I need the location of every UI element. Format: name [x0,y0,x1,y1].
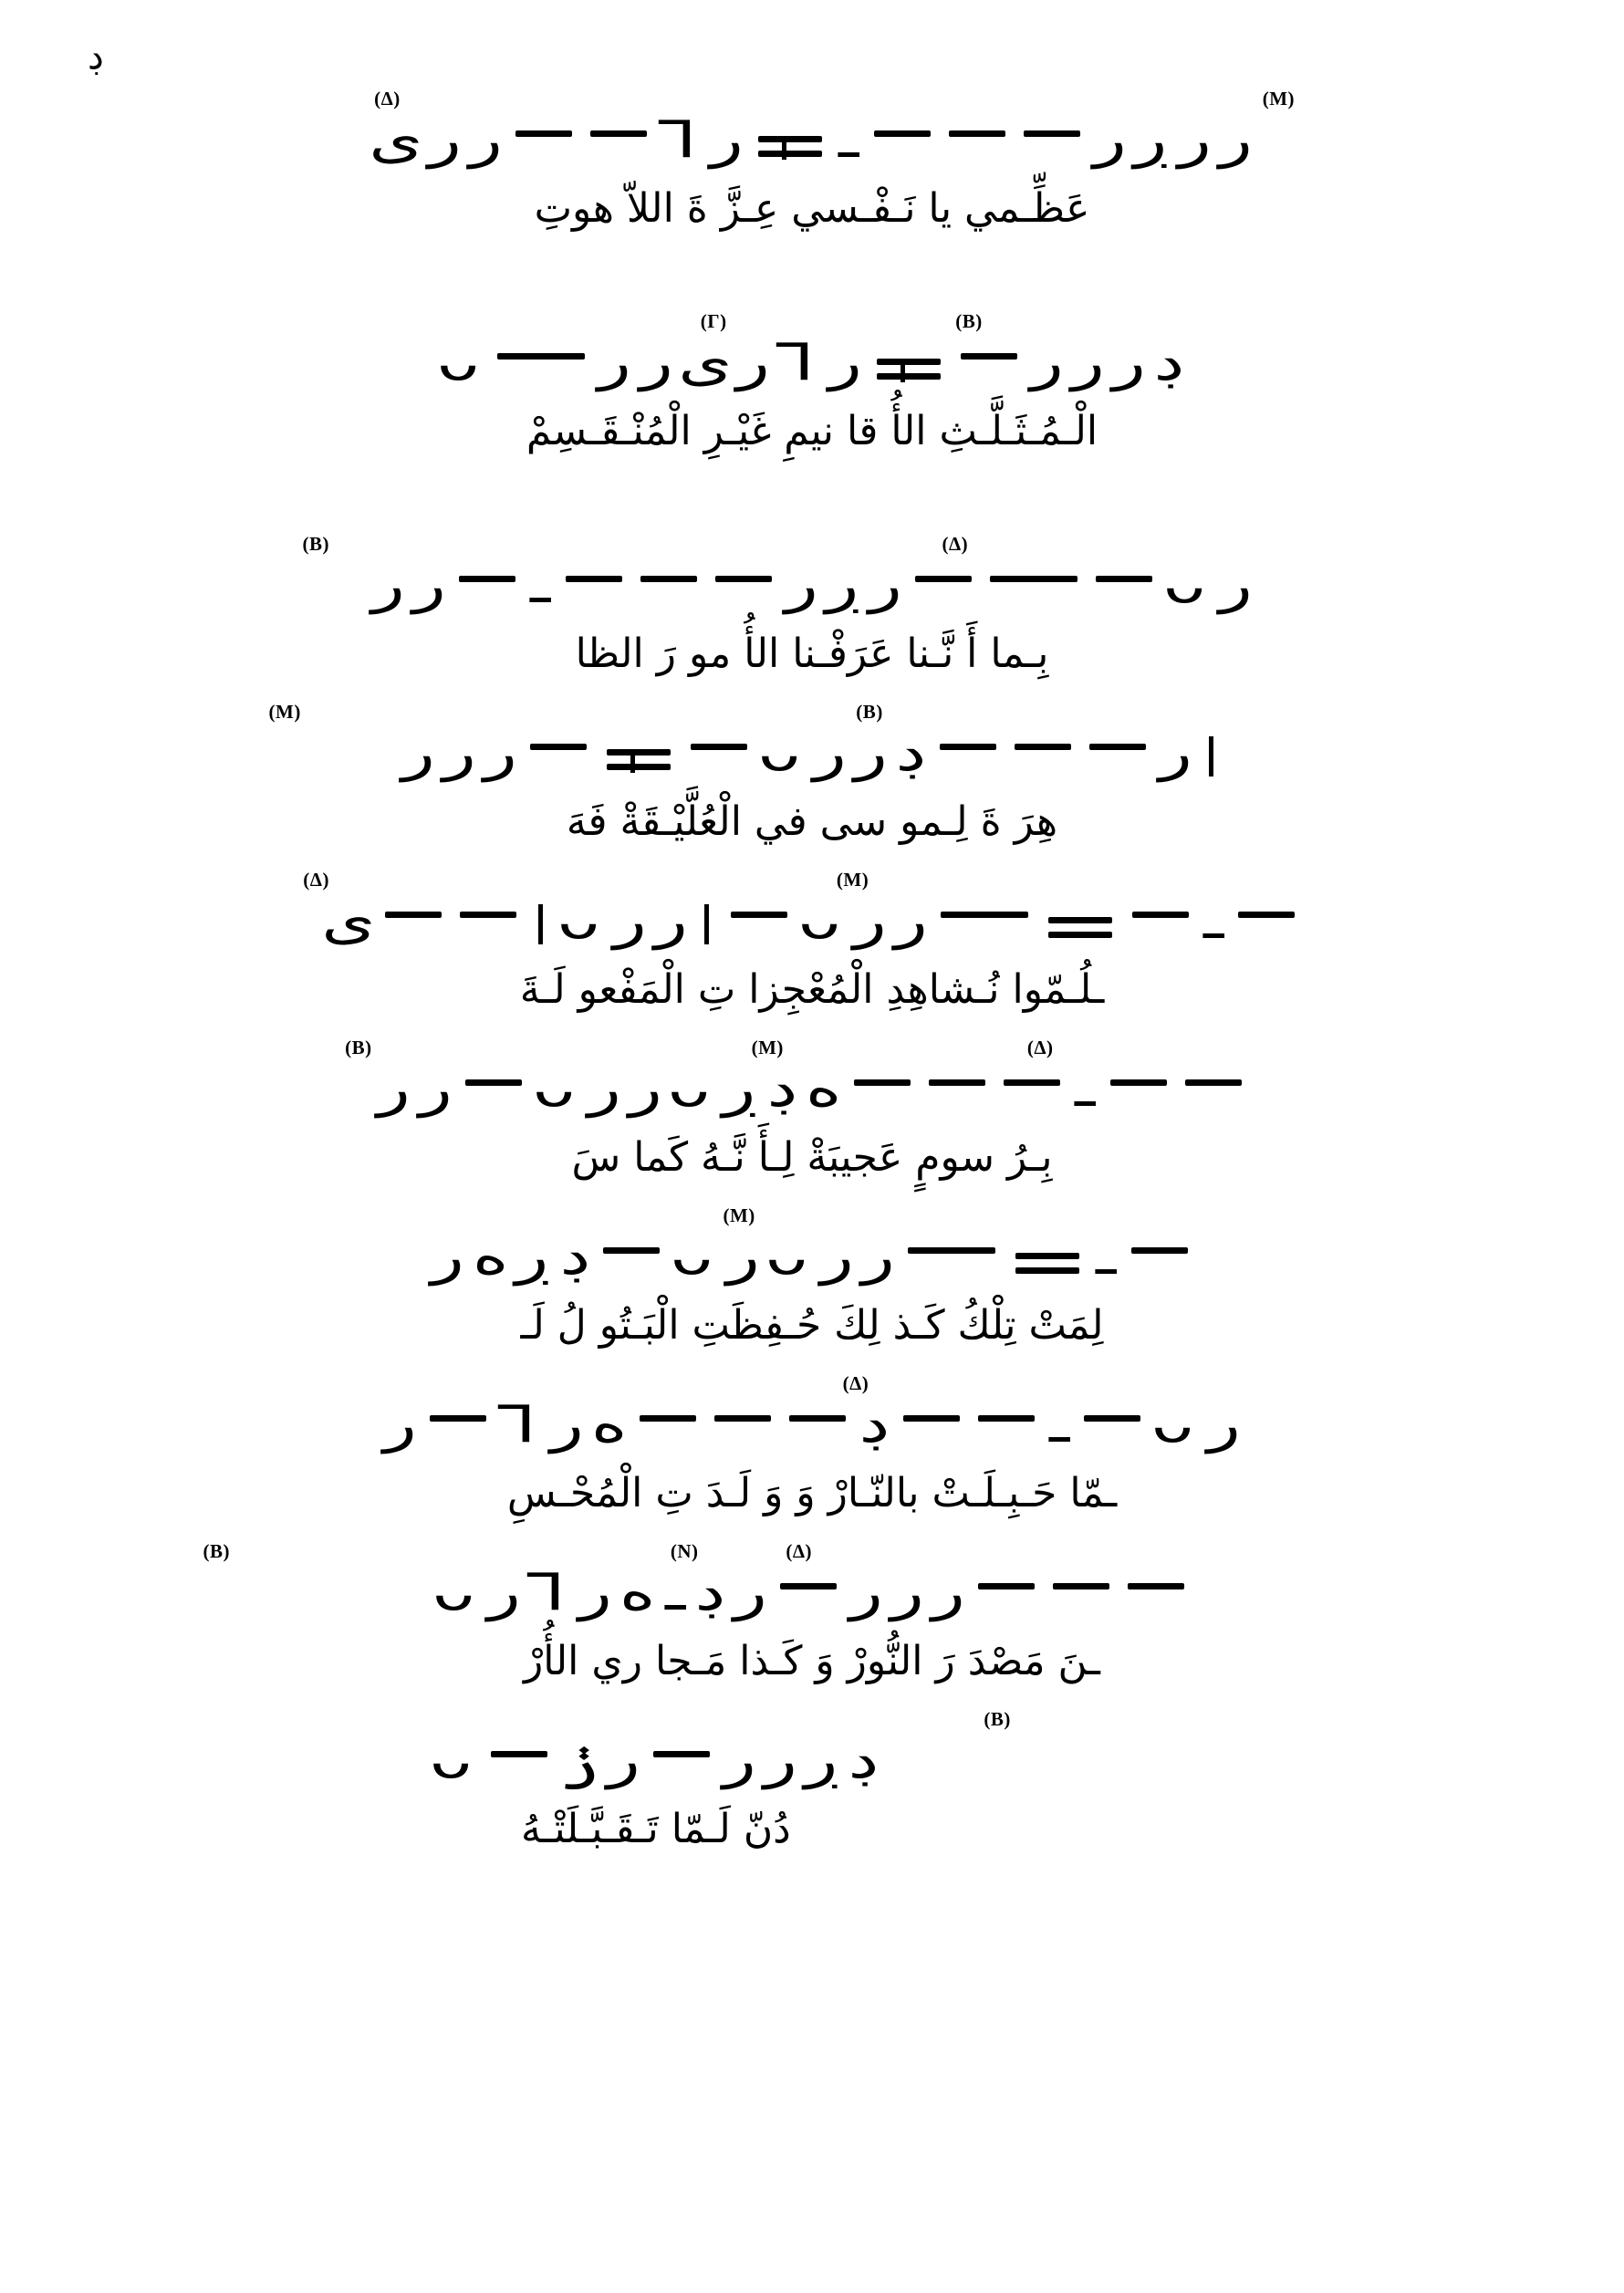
section-marker: (B) [984,1708,1011,1730]
section-marker: (Δ) [303,869,329,891]
music-system [102,1540,1522,1692]
marker-row [102,88,1522,115]
lyric-line: لِمَتْ تِلْكُ كَـذ لِكَ حُـفِظَتِ الْبَـتُو لُ لَـ [520,1302,1104,1349]
corner-neume-mark: ڊ [88,36,104,78]
notation-row: ـهڊڔᴗررᴗرر [102,1064,1522,1128]
section-marker: (M) [268,701,301,723]
section-marker: (Γ) [700,310,727,332]
music-system [102,1708,1522,1860]
music-system [102,1372,1522,1524]
music-system [102,310,1522,462]
music-systems-container [0,88,1624,1876]
music-system [102,88,1522,239]
section-marker: (B) [345,1037,372,1058]
section-marker: (Δ) [842,1372,869,1394]
section-marker: (B) [203,1540,231,1562]
notation-row: ـ ررᴗررᴗى [102,896,1522,960]
music-system [102,1037,1522,1188]
section-marker: (Δ) [786,1540,812,1562]
music-system [102,533,1522,684]
lyric-line: دُنّ لَـمّا تَـقَـبَّـلَتْـهُ [520,1806,791,1852]
section-marker: (B) [856,701,883,723]
notation-row: رڊررᴗ ررر [102,728,1522,792]
section-marker: (M) [751,1037,784,1058]
notation-row: ڊڔرررݫᴗ [430,1731,880,1790]
lyric-line: بِـرُ سومٍ عَجيبَةْ لِـأَ نَّـهُ كَما سَ [571,1134,1053,1181]
lyric-line: الْـمُـثَـلَّـثِ الأُ قا نيمِ غَيْـرِ الْمُنْـقَـسِمْ [526,408,1098,454]
notation-row: ڊررر رꓶرىررᴗ [437,333,1185,392]
section-marker: (M) [836,869,869,891]
notation-row: ررررڊـهرꓶرᴗ [102,1568,1522,1631]
section-marker: (B) [955,310,983,332]
section-marker: (B) [302,533,329,555]
lyric-line: بِـما أَ نَّـنا عَرَفْـنا الأُ مو رَ الظا [575,631,1049,677]
notation-row: ررڔرـ رꓶررى [369,110,1253,170]
section-marker: (M) [723,1204,755,1226]
lyric-line: هِرَ ةَ لِـمو سى في الْعُلَّيْـقَةْ فَهَ [566,798,1058,845]
notation-row: رᴗرڔرـرر [371,556,1253,615]
music-system [102,869,1522,1020]
notation-row: ـ ررᴗرᴗڊڔهر [102,1232,1522,1296]
music-system [102,701,1522,852]
marker-row [102,1540,1522,1568]
lyric-line: ـلُـمّوا نُـشاهِدِ الْمُعْجِزا تِ الْمَفْعو لَـةَ [519,966,1105,1013]
section-marker: (M) [1262,88,1296,109]
section-marker: (N) [670,1540,699,1562]
marker-row [102,701,1522,728]
lyric-line: ـنَ مَصْدَ رَ النُّورْ وَ كَـذا مَـجا ري الأُرْ [524,1638,1100,1684]
section-marker: (Δ) [1026,1037,1054,1058]
section-marker: (Δ) [374,88,401,109]
lyric-line: ـمّا حَـبِـلَـتْ بالنّـارْ وَ وَ لَـدَ تِ الْمُحْـسِ [506,1470,1118,1517]
section-marker: (Δ) [942,533,969,555]
lyric-line: عَظِّـمي يا نَـفْـسي عِـزَّ ةَ اللاّ هوتِ [534,185,1090,232]
notation-row: رᴗـڊهرꓶر [383,1395,1241,1454]
music-system [102,1204,1522,1356]
marker-row [102,1372,1522,1400]
